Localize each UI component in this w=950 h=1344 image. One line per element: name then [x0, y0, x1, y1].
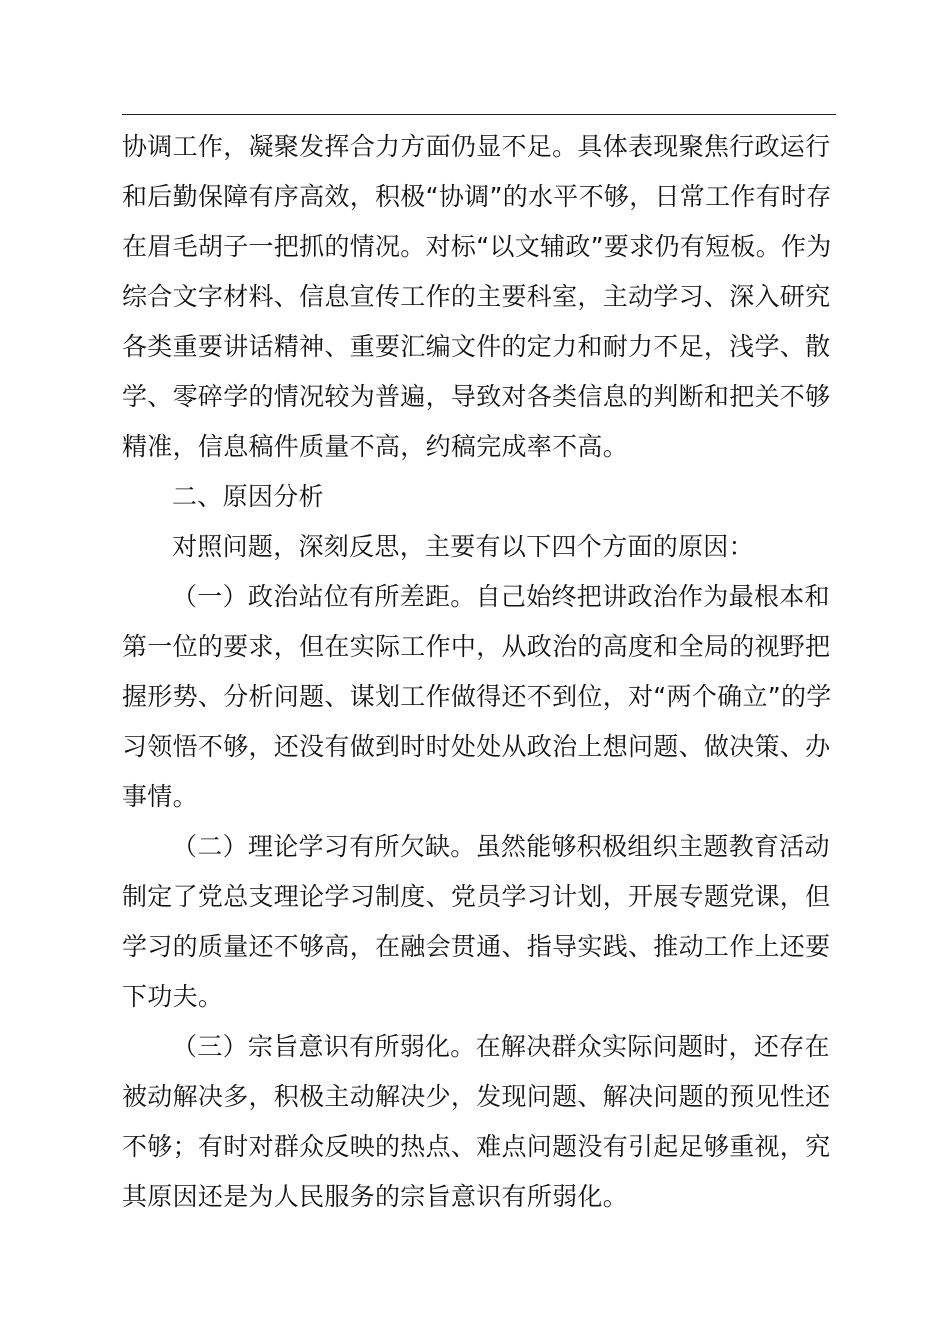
body-line: 第一位的要求，但在实际工作中，从政治的高度和全局的视野把 — [122, 632, 831, 661]
subsection-line: （二）理论学习有所欠缺。虽然能够积极组织主题教育活动 — [172, 832, 830, 861]
body-line: 下功夫。 — [122, 982, 224, 1011]
body-line: 综合文字材料、信息宣传工作的主要科室，主动学习、深入研究 — [122, 282, 831, 311]
body-line: 被动解决多，积极主动解决少，发现问题、解决问题的预见性还 — [122, 1082, 831, 1111]
body-line: 对照问题，深刻反思，主要有以下四个方面的原因： — [172, 532, 754, 561]
subsection-line: （三）宗旨意识有所弱化。在解决群众实际问题时，还存在 — [172, 1032, 830, 1061]
body-line: 在眉毛胡子一把抓的情况。对标“以文辅政”要求仍有短板。作为 — [122, 232, 832, 261]
body-line: 和后勤保障有序高效，积极“协调”的水平不够，日常工作有时存 — [122, 182, 832, 211]
body-line: 各类重要讲话精神、重要汇编文件的定力和耐力不足，浅学、散 — [122, 332, 831, 361]
header-rule — [122, 114, 836, 115]
document-body — [122, 122, 836, 1222]
body-line: 学、零碎学的情况较为普遍，导致对各类信息的判断和把关不够 — [122, 382, 831, 411]
subsection-line: （一）政治站位有所差距。自己始终把讲政治作为最根本和 — [172, 582, 830, 611]
body-line: 事情。 — [122, 782, 198, 811]
body-line: 不够；有时对群众反映的热点、难点问题没有引起足够重视，究 — [122, 1132, 831, 1161]
body-line: 学习的质量还不够高，在融会贯通、指导实践、推动工作上还要 — [122, 932, 831, 961]
body-line: 协调工作，凝聚发挥合力方面仍显不足。具体表现聚焦行政运行 — [122, 132, 831, 161]
body-line: 制定了党总支理论学习制度、党员学习计划，开展专题党课，但 — [122, 882, 831, 911]
section-heading: 二、原因分析 — [172, 482, 324, 511]
body-line: 其原因还是为人民服务的宗旨意识有所弱化。 — [122, 1182, 629, 1211]
body-line: 精准，信息稿件质量不高，约稿完成率不高。 — [122, 432, 629, 461]
body-line: 习领悟不够，还没有做到时时处处从政治上想问题、做决策、办 — [122, 732, 831, 761]
body-line: 握形势、分析问题、谋划工作做得还不到位，对“两个确立”的学 — [122, 682, 832, 711]
